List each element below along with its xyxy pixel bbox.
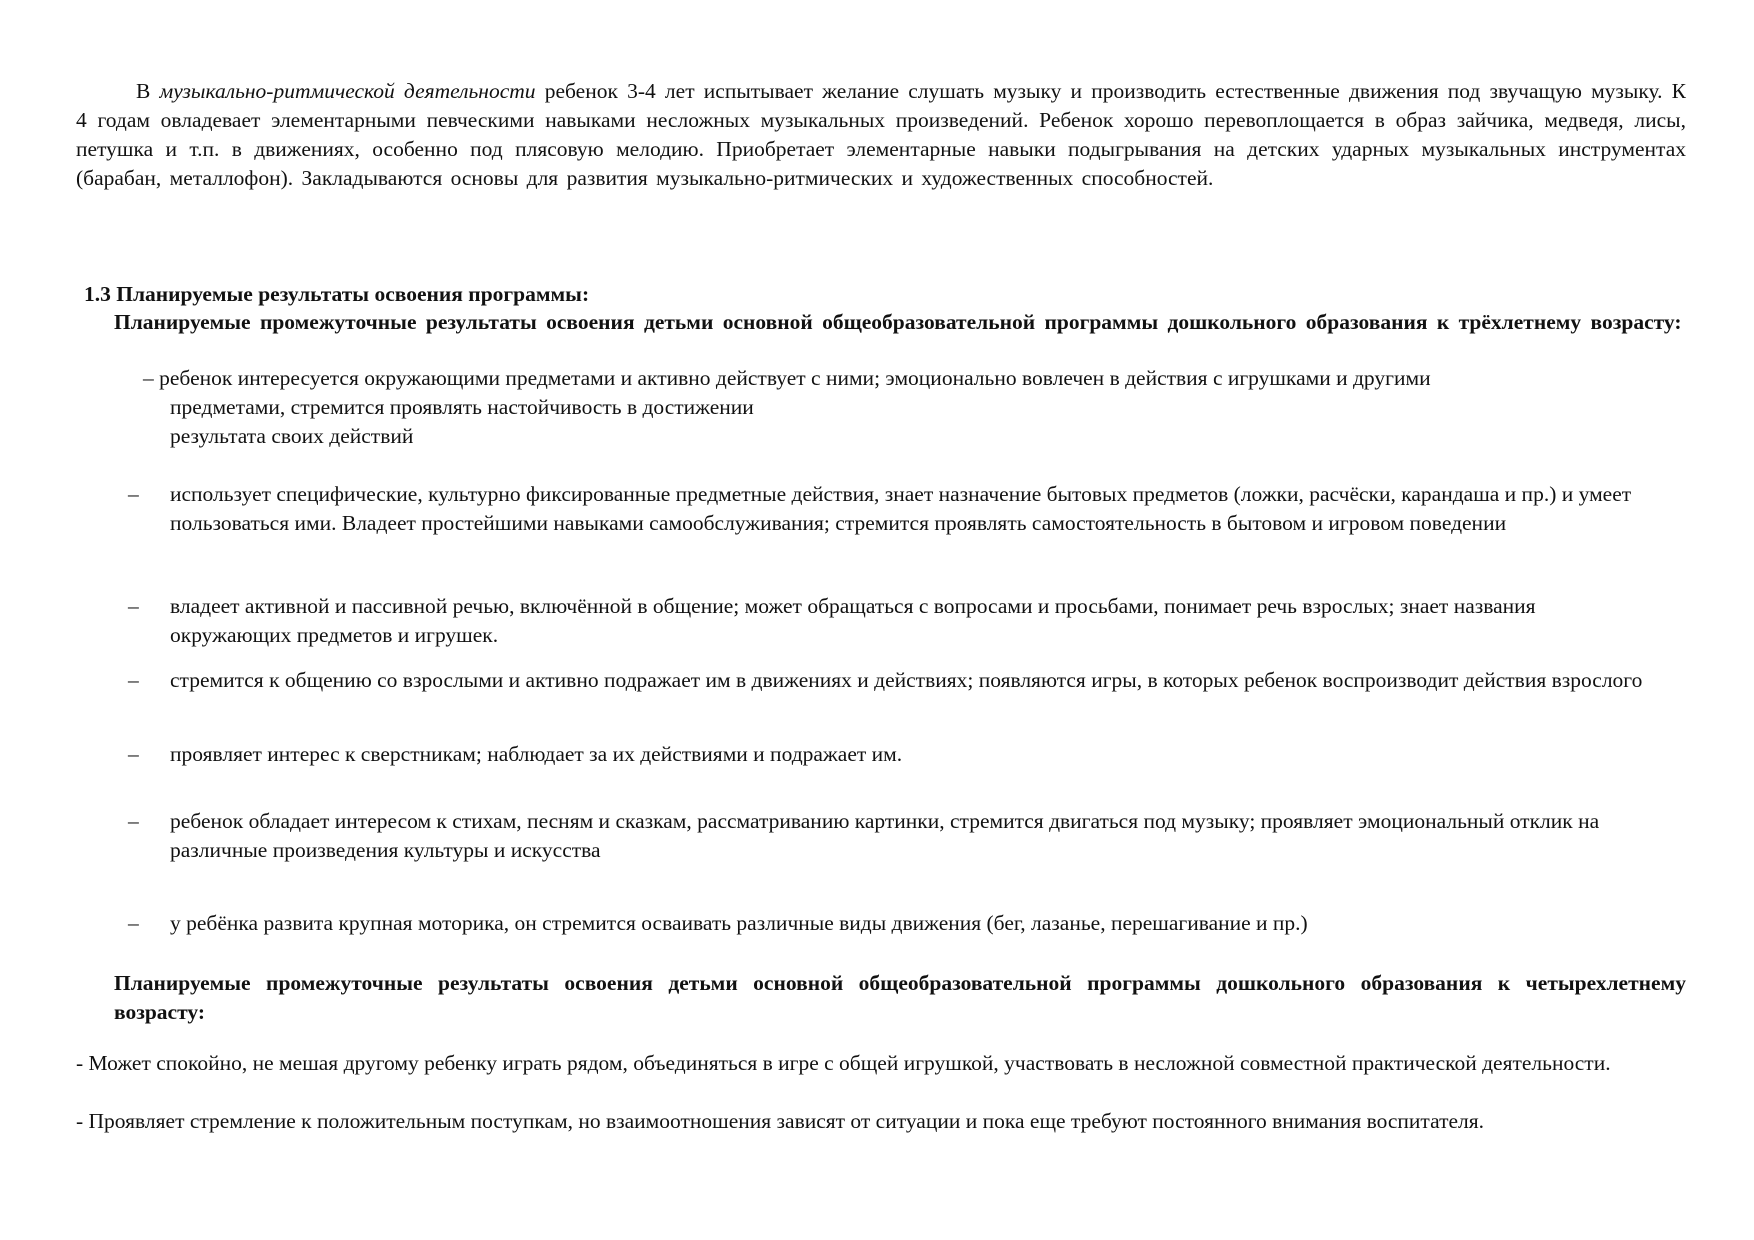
list-item (128, 666, 1648, 695)
list-item-text: ребенок обладает интересом к стихам, песням и сказкам, рассматриванию картинки, стремится двигаться под музыку; проявляет эмоциональный отклик на различные произведения культуры и искусства (170, 809, 1600, 862)
list-item (128, 480, 1648, 538)
intro-body: ребенок 3-4 лет испытывает желание слушать музыку и производить естественные движения под звучащую музыку. К 4 годам овладевает элементарными певческими навыками несложных музыкальных произведений. Ребенок хорошо перевоплощается в образ зайчика, медведя, лисы, петушка и т.п. в движениях, особенно под плясовую мелодию. Приобретает элементарные навыки подыгрывания на детских ударных музыкальных инструментах (барабан, металлофон). Закладываются основы для развития музыкально-ритмических и художественных способностей. (76, 79, 1687, 190)
four-year-paragraph: - Может спокойно, не мешая другому ребенку играть рядом, объединяться в игре с общей игрушкой, участвовать в несложной совместной практической деятельности. (76, 1051, 1611, 1075)
list-item-text: владеет активной и пассивной речью, включённой в общение; может обращаться с вопросами и просьбами, понимает речь взрослых; знает названия окружающих предметов и игрушек. (170, 594, 1536, 647)
dash-marker: – (128, 668, 139, 692)
list-item-text: у ребёнка развита крупная моторика, он стремится осваивать различные виды движения (бег, лазанье, перешагивание и пр.) (170, 911, 1308, 935)
section-heading: 1.3 Планируемые результаты освоения программы: (84, 282, 590, 306)
intro-paragraph (76, 77, 1686, 193)
intro-lead: В (136, 79, 160, 103)
list-item-text: использует специфические, культурно фиксированные предметные действия, знает назначение бытовых предметов (ложки, расчёски, карандаша и пр.) и умеет пользоваться ими. Владеет простейшими навыками самообслуживания; стремится проявлять самостоятельность в бытовом и игровом поведении (170, 482, 1632, 535)
subheading-four-years: Планируемые промежуточные результаты освоения детьми основной общеобразовательной программы дошкольного образования к четырехлетнему возрасту: (114, 971, 1686, 1024)
list-item (128, 807, 1648, 865)
list-item-text: – ребенок интересуется окружающими предметами и активно действует с ними; эмоционально вовлечен в действия с игрушками и другими (143, 366, 1431, 390)
list-item (128, 364, 1648, 451)
dash-marker: – (128, 482, 139, 506)
dash-marker: – (128, 911, 139, 935)
four-year-paragraph: - Проявляет стремление к положительным поступкам, но взаимоотношения зависят от ситуации и пока еще требуют постоянного внимания воспитателя. (76, 1109, 1484, 1133)
subheading-three-years: Планируемые промежуточные результаты освоения детьми основной общеобразовательной программы дошкольного образования к трёхлетнему возрасту: (114, 310, 1682, 334)
dash-marker: – (128, 594, 139, 618)
dash-marker: – (128, 809, 139, 833)
list-item-text: стремится к общению со взрослыми и активно подражает им в движениях и действиях; появляются игры, в которых ребенок воспроизводит действия взрослого (170, 668, 1643, 692)
intro-emphasis: музыкально-ритмической деятельности (159, 79, 536, 103)
list-item (128, 909, 1648, 938)
dash-marker: – (128, 742, 139, 766)
list-item-text: результата своих действий (170, 424, 414, 448)
list-item (128, 592, 1648, 650)
list-item (128, 740, 1648, 769)
list-item-text: предметами, стремится проявлять настойчивость в достижении (170, 395, 754, 419)
list-item-text: проявляет интерес к сверстникам; наблюдает за их действиями и подражает им. (170, 742, 903, 766)
